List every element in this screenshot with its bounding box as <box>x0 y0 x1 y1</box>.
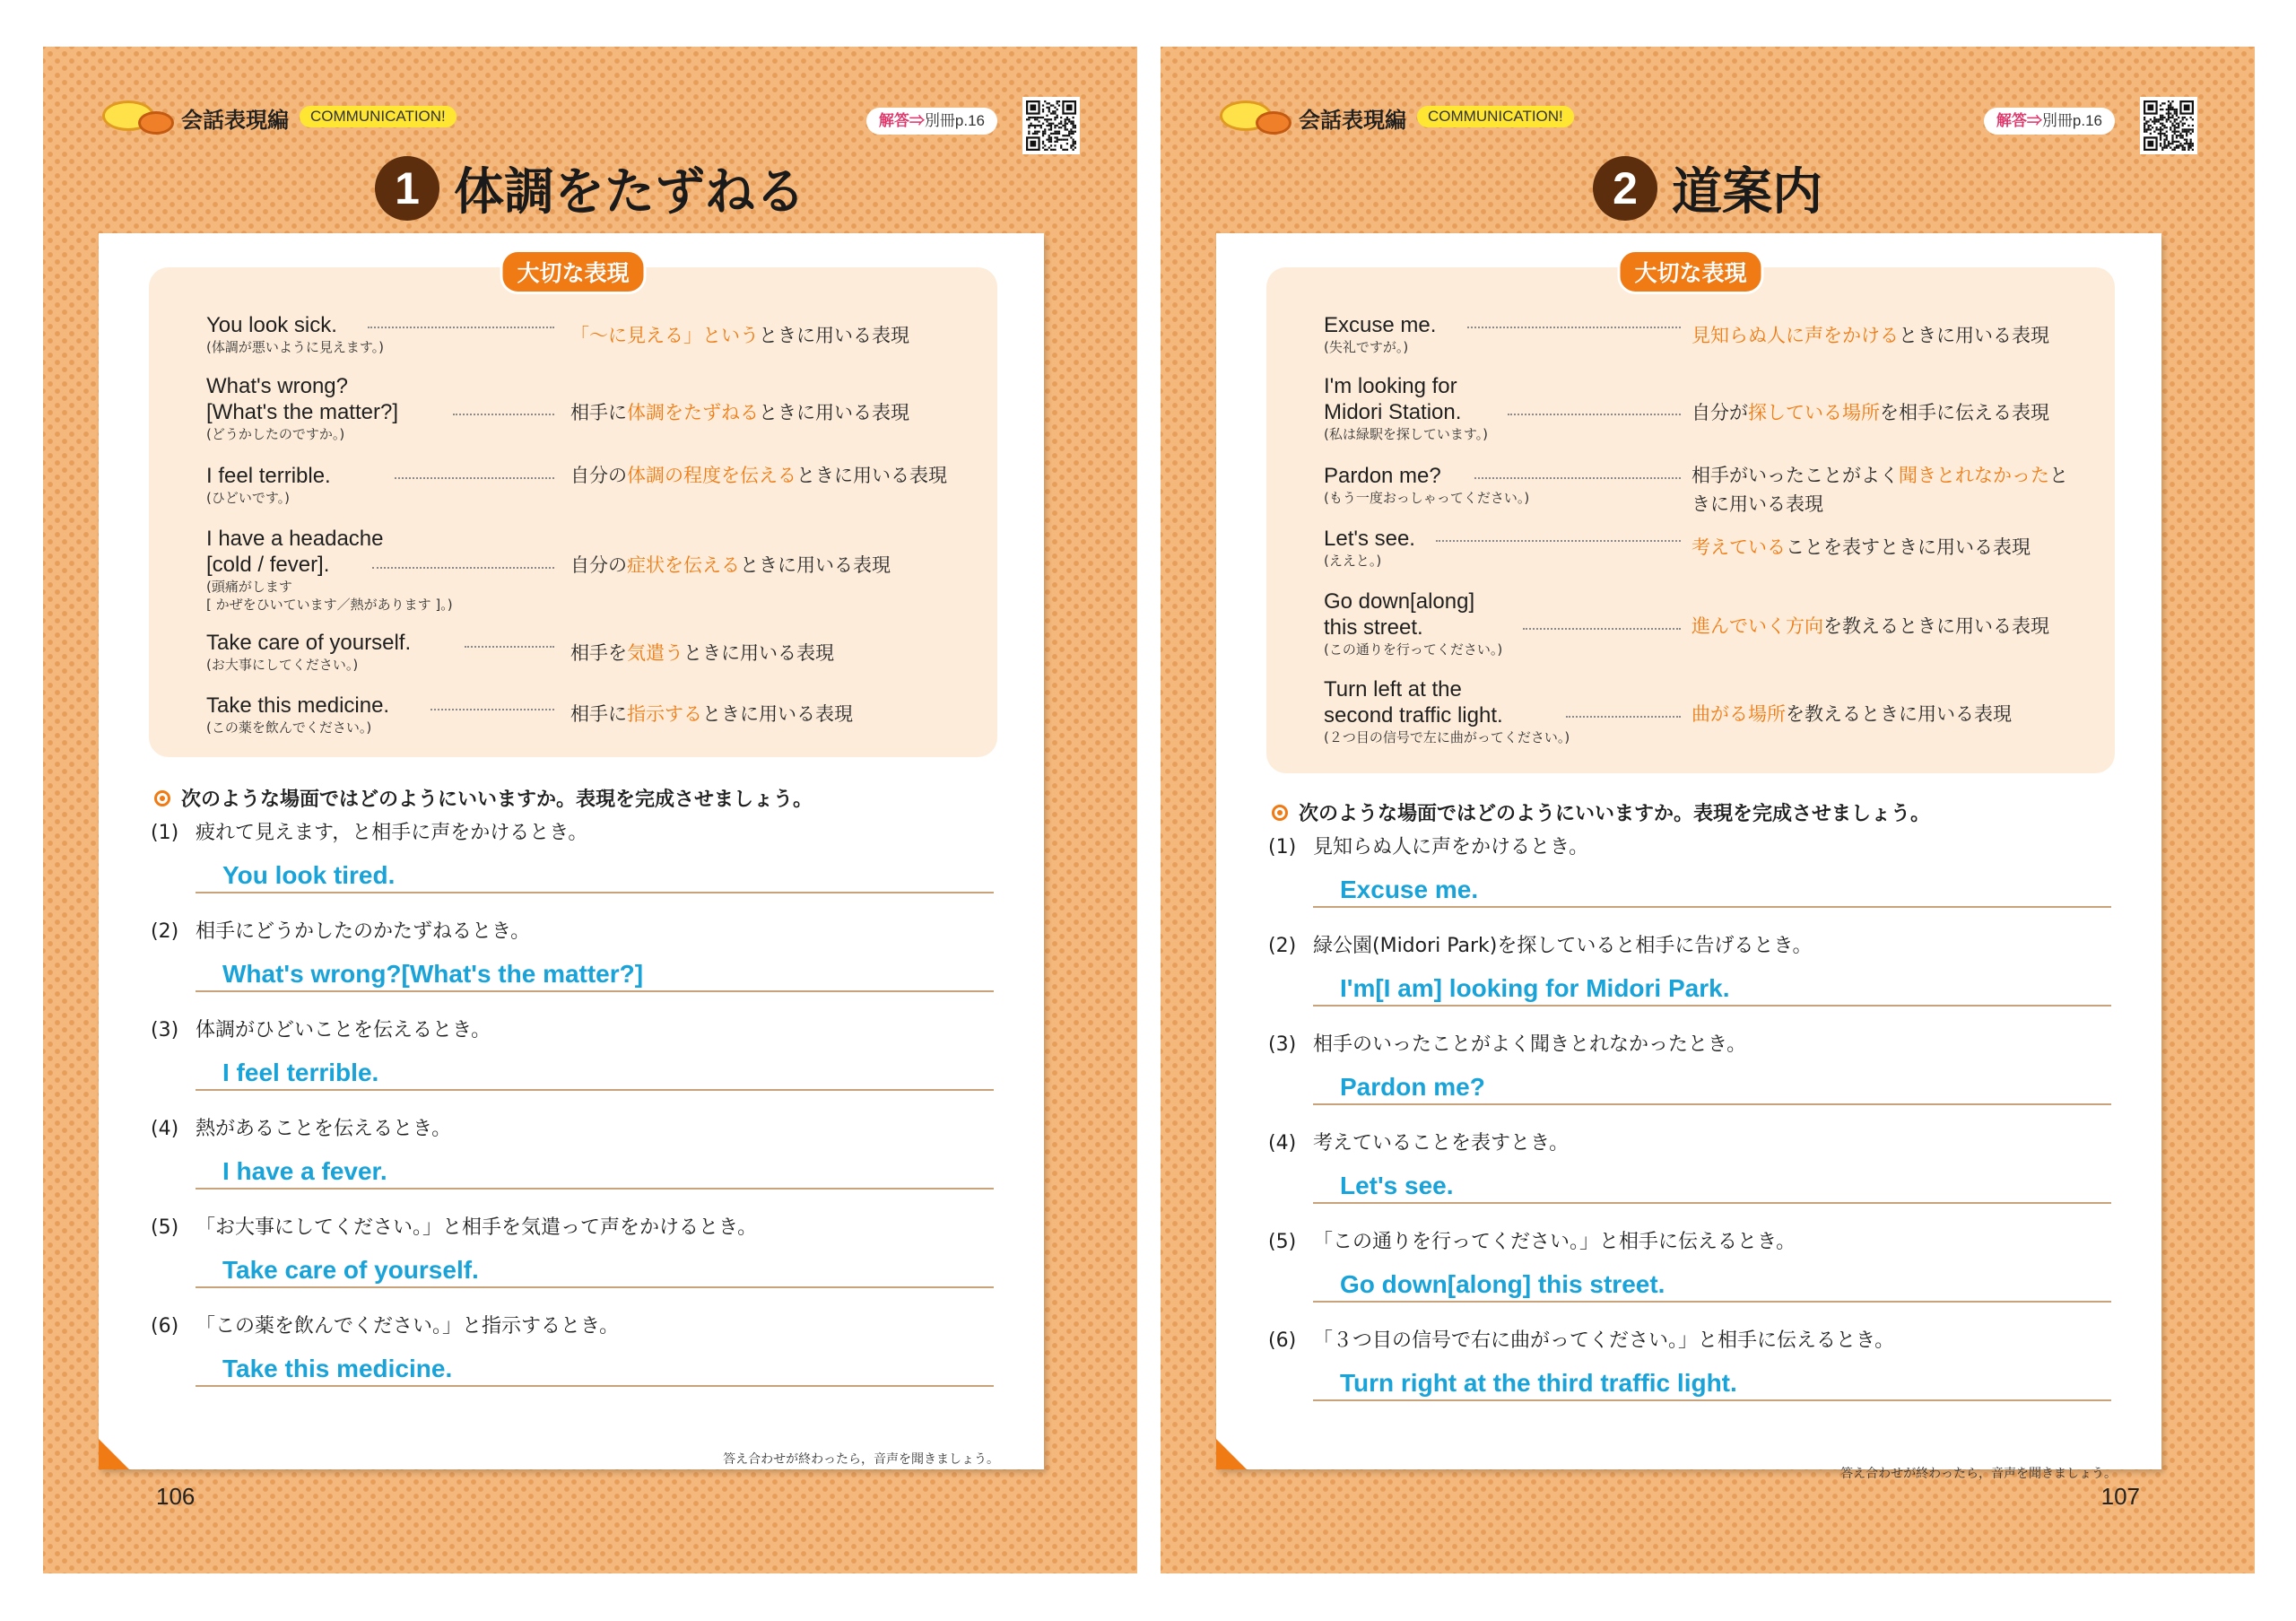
desc-text: 相手に <box>570 703 627 725</box>
desc-text: 相手に <box>570 402 627 423</box>
desc-text: 相手がいったことがよく <box>1692 465 1899 486</box>
expression-ja: (この薬を飲んでください。) <box>206 719 372 736</box>
desc-text: 自分が <box>1692 402 1748 423</box>
question-prompt: 「お大事にしてください。」と相手を気遣って声をかけるとき。 <box>196 1216 758 1239</box>
answer-text: I feel terrible. <box>222 1059 379 1086</box>
question-prompt: 相手のいったことがよく聞きとれなかったとき。 <box>1313 1033 1747 1056</box>
expression-item <box>1324 526 2095 570</box>
expression-en: Excuse me. <box>1324 313 1437 337</box>
answer-page-ref: 別冊p.16 <box>2041 112 2102 129</box>
answer-line[interactable] <box>1313 1164 2111 1204</box>
question-text <box>151 919 994 946</box>
expression-ja: (ええと。) <box>1324 553 1382 569</box>
desc-text: 自分の <box>570 465 627 486</box>
desc-highlight: 「～に見える」という <box>570 325 759 346</box>
expression-ja: (失礼ですが。) <box>1324 339 1409 355</box>
answer-line[interactable] <box>1313 868 2111 908</box>
expression-desc <box>1692 398 2068 427</box>
desc-highlight: 聞きとれなかった <box>1899 465 2049 486</box>
communication-badge: COMMUNICATION! <box>1417 106 1574 127</box>
leader-dots <box>1474 477 1681 479</box>
page-right <box>1161 47 2255 1573</box>
expression-item <box>206 312 978 356</box>
expression-item <box>206 526 978 614</box>
expression-en: second traffic light. <box>1324 703 1503 728</box>
expression-en: What's wrong? <box>206 374 348 398</box>
instruction-text: 次のような場面ではどのようにいいますか。表現を完成させましょう。 <box>1299 803 1931 825</box>
unit-number: 1 <box>375 156 439 221</box>
expression-desc <box>1692 700 2068 728</box>
desc-text: ときに用いる表現 <box>740 554 891 576</box>
expression-en: Take this medicine. <box>206 693 390 718</box>
question-text <box>151 1215 994 1242</box>
answer-text: Take this medicine. <box>222 1355 453 1382</box>
unit-title-text: 体調をたずねる <box>454 163 805 222</box>
expression-en: Take care of yourself. <box>206 631 412 655</box>
question-prompt: 体調がひどいことを伝えるとき。 <box>196 1019 491 1041</box>
question-prompt: 考えていることを表すとき。 <box>1313 1132 1570 1155</box>
expression-desc <box>570 700 947 728</box>
content-card <box>99 233 1044 1469</box>
page-left <box>43 47 1137 1573</box>
desc-text: ときに用いる表現 <box>759 325 909 346</box>
answer-label: 解答 <box>1996 112 2027 129</box>
question-number: (2) <box>151 920 179 943</box>
footnote: 答え合わせが終わったら，音声を聞きましょう。 <box>1840 1467 2117 1481</box>
communication-badge: COMMUNICATION! <box>300 106 457 127</box>
expression-en: Turn left at the <box>1324 677 1462 702</box>
answer-text: Excuse me. <box>1340 876 1479 903</box>
desc-highlight: 指示する <box>627 703 702 725</box>
expression-en: Go down[along] <box>1324 589 1475 614</box>
page-header <box>1218 97 2197 136</box>
desc-text: ときに用いる表現 <box>759 402 909 423</box>
arrow-icon: ⇒ <box>909 112 925 129</box>
page-corner-fold <box>99 1439 129 1469</box>
key-expressions-badge: 大切な表現 <box>1617 249 1763 294</box>
leader-dots <box>453 414 554 415</box>
unit-title <box>43 153 1137 224</box>
answer-label: 解答 <box>878 112 909 129</box>
leader-dots <box>430 709 554 710</box>
question-prompt: 疲れて見えます，と相手に声をかけるとき。 <box>196 822 588 844</box>
desc-highlight: 見知らぬ人に声をかける <box>1692 325 1899 346</box>
expression-item <box>1324 312 2095 356</box>
page-header <box>100 97 1080 136</box>
desc-highlight: 考えている <box>1692 536 1786 558</box>
question-text <box>151 1017 994 1044</box>
question-prompt: 熱があることを伝えるとき。 <box>196 1118 452 1140</box>
question-item <box>151 820 994 889</box>
expression-desc <box>1692 612 2068 641</box>
question-number: (6) <box>1268 1329 1297 1352</box>
question-text <box>1268 1032 2111 1059</box>
expression-ja: (ひどいです。) <box>206 490 291 506</box>
question-item <box>151 1116 994 1185</box>
question-item <box>151 1215 994 1284</box>
expression-item <box>206 630 978 674</box>
question-number: (3) <box>1268 1033 1297 1056</box>
question-number: (5) <box>1268 1231 1297 1253</box>
desc-text: ときに用いる表現 <box>683 642 834 664</box>
answer-reference <box>1984 108 2115 135</box>
expression-item <box>1324 676 2095 746</box>
page-number: 106 <box>156 1483 196 1510</box>
expression-en: You look sick. <box>206 313 337 337</box>
key-expressions-box <box>1266 260 2115 773</box>
answer-text: You look tired. <box>222 861 396 889</box>
expression-ja: (私は緑駅を探しています。) <box>1324 426 1489 442</box>
speech-bubble-icon <box>1218 97 1293 136</box>
section-title: 会話表現編 <box>181 109 289 133</box>
desc-text: 相手を <box>570 642 627 664</box>
question-text <box>1268 1328 2111 1355</box>
answer-line[interactable] <box>196 1249 994 1288</box>
answer-text: Let's see. <box>1340 1172 1454 1199</box>
qr-code-icon[interactable] <box>1022 97 1080 154</box>
expression-desc <box>1692 533 2068 562</box>
desc-highlight: 体調の程度を伝える <box>627 465 796 486</box>
content-card <box>1216 233 2161 1481</box>
expression-en: Midori Station. <box>1324 400 1462 424</box>
desc-highlight: 曲がる場所 <box>1692 703 1786 725</box>
answer-text: Go down[along] this street. <box>1340 1270 1665 1298</box>
expression-desc <box>1692 461 2068 519</box>
answer-text: Turn right at the third traffic light. <box>1340 1369 1737 1397</box>
leader-dots <box>1566 716 1681 718</box>
expression-desc <box>570 321 947 350</box>
question-number: (1) <box>1268 836 1297 858</box>
desc-highlight: 気遣う <box>627 642 683 664</box>
answer-reference <box>866 108 997 135</box>
expression-en: Let's see. <box>1324 527 1415 551</box>
desc-highlight: 進んでいく方向 <box>1692 615 1823 637</box>
expression-ja: (２つ目の信号で左に曲がってください。) <box>1324 729 1570 745</box>
target-icon <box>1272 805 1288 821</box>
expression-en: I feel terrible. <box>206 464 331 488</box>
page-number: 107 <box>2100 1483 2140 1510</box>
question-number: (2) <box>1268 935 1297 957</box>
question-item <box>1268 933 2111 1002</box>
leader-dots <box>368 327 554 328</box>
leader-dots <box>1467 327 1681 328</box>
question-text <box>1268 834 2111 861</box>
unit-title-text: 道案内 <box>1672 163 1822 222</box>
unit-number: 2 <box>1593 156 1657 221</box>
key-expressions-badge: 大切な表現 <box>500 249 646 294</box>
expression-ja: (頭痛がします <box>206 579 292 595</box>
desc-text: ときに用いる表現 <box>702 703 853 725</box>
answer-line[interactable] <box>196 1150 994 1190</box>
question-item <box>1268 1032 2111 1101</box>
answer-page-ref: 別冊p.16 <box>924 112 985 129</box>
question-text <box>151 820 994 847</box>
expression-ja: (もう一度おっしゃってください。) <box>1324 490 1530 506</box>
question-number: (1) <box>151 822 179 844</box>
desc-highlight: 症状を伝える <box>627 554 740 576</box>
expression-ja: [ かぜをひいています／熱があります ]。) <box>206 597 453 613</box>
question-item <box>1268 1328 2111 1397</box>
expression-en: [cold / fever]. <box>206 553 330 577</box>
expression-item <box>1324 463 2095 515</box>
expression-item <box>206 463 978 507</box>
desc-text: ときに用いる表現 <box>796 465 947 486</box>
answer-text: I have a fever. <box>222 1157 387 1185</box>
page-corner-fold <box>1216 1439 1247 1469</box>
desc-highlight: 体調をたずねる <box>627 402 759 423</box>
desc-text: 自分の <box>570 554 627 576</box>
question-item <box>1268 834 2111 903</box>
question-number: (4) <box>1268 1132 1297 1155</box>
answer-line[interactable] <box>196 1347 994 1387</box>
answer-line[interactable] <box>1313 1066 2111 1105</box>
instruction <box>1272 798 1930 826</box>
expression-en: this street. <box>1324 615 1423 640</box>
answer-line[interactable] <box>1313 1263 2111 1303</box>
speech-bubble-icon <box>100 97 176 136</box>
expression-item <box>1324 373 2095 443</box>
question-text <box>1268 933 2111 960</box>
answer-text: Take care of yourself. <box>222 1256 479 1284</box>
question-text <box>1268 1130 2111 1157</box>
leader-dots <box>1508 414 1681 415</box>
question-prompt: 見知らぬ人に声をかけるとき。 <box>1313 836 1589 858</box>
question-number: (6) <box>151 1315 179 1338</box>
desc-text: ときに用いる表現 <box>1692 465 2068 515</box>
answer-line[interactable] <box>1313 967 2111 1007</box>
expression-desc <box>1692 321 2068 350</box>
question-text <box>151 1313 994 1340</box>
qr-code-icon[interactable] <box>2140 97 2197 154</box>
arrow-icon: ⇒ <box>2026 112 2042 129</box>
section-title: 会話表現編 <box>1299 109 1406 133</box>
answer-text: Pardon me? <box>1340 1073 1485 1101</box>
question-prompt: 「この通りを行ってください。」と相手に伝えるとき。 <box>1313 1231 1796 1253</box>
expression-item <box>206 693 978 736</box>
expression-ja: (お大事にしてください。) <box>206 657 359 673</box>
question-prompt: 「３つ目の信号で右に曲がってください。」と相手に伝えるとき。 <box>1313 1329 1895 1352</box>
target-icon <box>154 790 170 806</box>
answer-text: What's wrong?[What's the matter?] <box>222 960 644 988</box>
question-item <box>1268 1130 2111 1199</box>
desc-text: ことを表すときに用いる表現 <box>1786 536 2031 558</box>
expression-ja: (体調が悪いように見えます。) <box>206 339 385 355</box>
desc-text: を教えるときに用いる表現 <box>1786 703 2012 725</box>
expression-desc <box>570 639 947 667</box>
desc-text: ときに用いる表現 <box>1899 325 2049 346</box>
expression-item <box>206 373 978 443</box>
answer-text: I'm[I am] looking for Midori Park. <box>1340 974 1730 1002</box>
expression-ja: (どうかしたのですか。) <box>206 426 345 442</box>
unit-title <box>1161 153 2255 224</box>
question-item <box>151 919 994 988</box>
leader-dots <box>1523 628 1681 630</box>
answer-line[interactable] <box>196 1051 994 1091</box>
expression-en: I have a headache <box>206 527 384 551</box>
desc-text: を相手に伝える表現 <box>1880 402 2049 423</box>
question-number: (4) <box>151 1118 179 1140</box>
expression-desc <box>570 398 947 427</box>
leader-dots <box>372 567 554 569</box>
question-text <box>151 1116 994 1143</box>
question-number: (3) <box>151 1019 179 1041</box>
expression-en: I'm looking for <box>1324 374 1457 398</box>
question-item <box>151 1313 994 1382</box>
expression-ja: (この通りを行ってください。) <box>1324 641 1503 658</box>
question-number: (5) <box>151 1216 179 1239</box>
answer-line[interactable] <box>1313 1362 2111 1401</box>
expression-desc <box>570 461 947 490</box>
answer-line[interactable] <box>196 854 994 893</box>
desc-text: を教えるときに用いる表現 <box>1823 615 2049 637</box>
question-prompt: 相手にどうかしたのかたずねるとき。 <box>196 920 531 943</box>
question-prompt: 「この薬を飲んでください。」と指示するとき。 <box>196 1315 620 1338</box>
question-item <box>151 1017 994 1086</box>
leader-dots <box>395 477 554 479</box>
desc-highlight: 探している場所 <box>1748 402 1880 423</box>
expression-en: Pardon me? <box>1324 464 1441 488</box>
leader-dots <box>1436 540 1681 542</box>
question-item <box>1268 1229 2111 1298</box>
key-expressions-box <box>149 260 997 757</box>
instruction <box>154 784 813 812</box>
expression-desc <box>570 551 947 580</box>
question-prompt: 緑公園(Midori Park)を探していると相手に告げるとき。 <box>1313 935 1813 957</box>
expression-item <box>1324 588 2095 658</box>
question-text <box>1268 1229 2111 1256</box>
instruction-text: 次のような場面ではどのようにいいますか。表現を完成させましょう。 <box>181 789 813 811</box>
expression-en: [What's the matter?] <box>206 400 398 424</box>
footnote: 答え合わせが終わったら，音声を聞きましょう。 <box>723 1452 999 1467</box>
leader-dots <box>465 646 554 648</box>
answer-line[interactable] <box>196 953 994 992</box>
